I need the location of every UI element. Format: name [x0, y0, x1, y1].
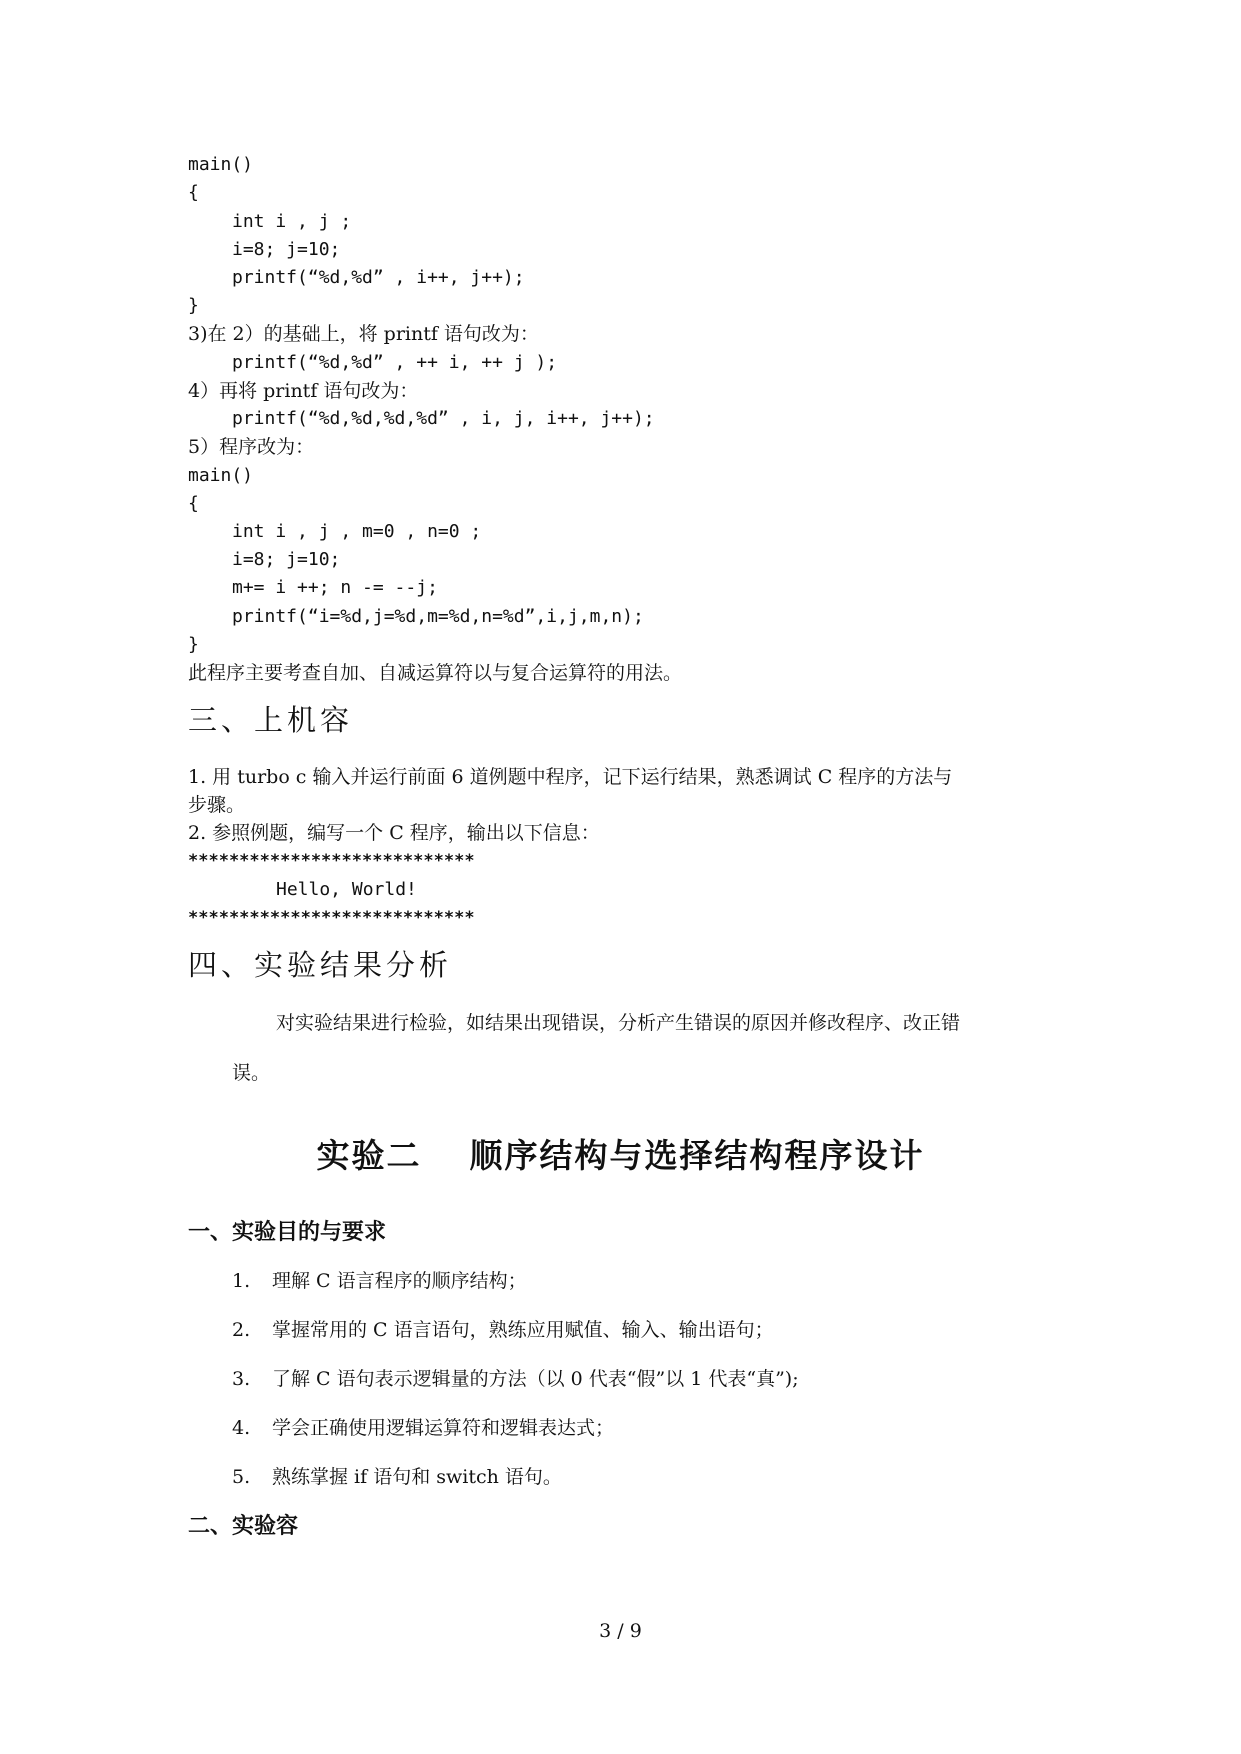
section-3-item-2: 2. 参照例题，编写一个 C 程序，输出以下信息：	[188, 822, 600, 844]
code-line: main()	[188, 154, 254, 175]
section-3-item-1: 1. 用 turbo c 输入并运行前面 6 道例题中程序，记下运行结果，熟悉调试 C 程序的方法与	[188, 766, 953, 788]
code-line: i=8; j=10;	[232, 549, 341, 570]
step-5-label: 5）程序改为：	[188, 436, 315, 458]
section-4-paragraph: 对实验结果进行检验，如结果出现错误，分析产生错误的原因并修改程序、改正错	[276, 1012, 961, 1034]
list-item: 4. 学会正确使用逻辑运算符和逻辑表达式；	[232, 1417, 615, 1439]
list-item: 1. 理解 C 语言程序的顺序结构；	[232, 1270, 527, 1292]
experiment-2-section-2-heading: 二、实验容	[188, 1514, 299, 1539]
section-3-heading: 三、上机容	[188, 703, 354, 737]
hello-world-line: Hello, World!	[276, 879, 417, 900]
code-line: printf(“i=%d,j=%d,m=%d,n=%d”,i,j,m,n);	[232, 606, 644, 627]
code-line: {	[188, 493, 199, 514]
note-text: 此程序主要考查自加、自减运算符以与复合运算符的用法。	[188, 662, 683, 684]
list-item: 5. 熟练掌握 if 语句和 switch 语句。	[232, 1466, 562, 1488]
section-4-heading: 四、实验结果分析	[188, 948, 453, 982]
list-item: 3. 了解 C 语句表示逻辑量的方法（以 0 代表“假”以 1 代表“真”);	[232, 1368, 799, 1390]
experiment-number: 实验二	[316, 1136, 422, 1175]
code-line: printf(“%d,%d” , ++ i, ++ j );	[232, 352, 558, 373]
stars-line: ****************************	[188, 908, 475, 928]
experiment-name: 顺序结构与选择结构程序设计	[469, 1136, 925, 1175]
section-4-paragraph-cont: 误。	[232, 1062, 271, 1084]
code-line: int i , j ;	[232, 211, 352, 232]
stars-line: ****************************	[188, 851, 475, 871]
code-line: }	[188, 295, 199, 316]
code-line: int i , j , m=0 , n=0 ;	[232, 521, 482, 542]
code-line: {	[188, 182, 199, 203]
step-3-label: 3)在 2）的基础上，将 printf 语句改为：	[188, 323, 539, 345]
section-3-item-1-cont: 步骤。	[188, 794, 246, 816]
experiment-2-section-1-heading: 一、实验目的与要求	[188, 1220, 387, 1245]
experiment-2-title	[0, 1130, 1241, 1177]
code-line: printf(“%d,%d” , i++, j++);	[232, 267, 525, 288]
list-item: 2. 掌握常用的 C 语言语句，熟练应用赋值、输入、输出语句；	[232, 1319, 774, 1341]
step-4-label: 4）再将 printf 语句改为：	[188, 380, 419, 402]
page-number: 3 / 9	[599, 1620, 642, 1642]
code-line: m+= i ++; n -= --j;	[232, 577, 438, 598]
code-line: }	[188, 634, 199, 655]
code-line: main()	[188, 465, 254, 486]
code-line: i=8; j=10;	[232, 239, 341, 260]
code-line: printf(“%d,%d,%d,%d” , i, j, i++, j++);	[232, 408, 655, 429]
